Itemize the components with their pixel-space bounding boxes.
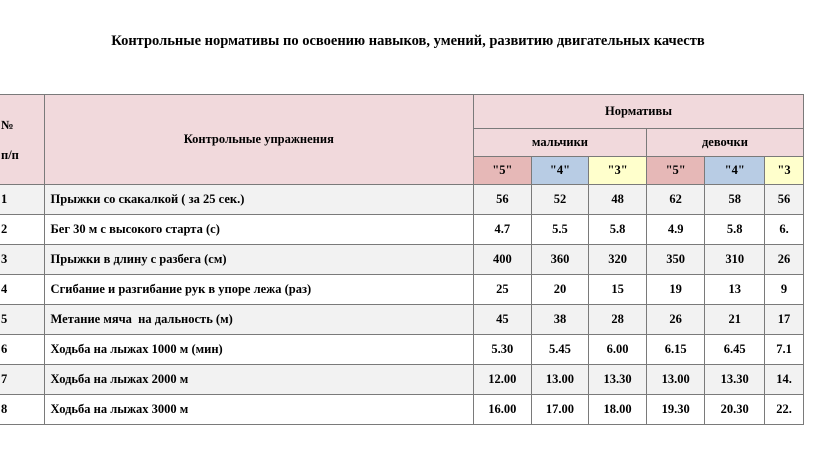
value-cell: 400 xyxy=(474,245,532,275)
grade-3-girls: "3 xyxy=(765,157,804,185)
value-cell: 17.00 xyxy=(531,395,589,425)
header-girls: девочки xyxy=(646,129,803,157)
exercise-name: Метание мяча на дальность (м) xyxy=(44,305,473,335)
value-cell: 6.15 xyxy=(646,335,705,365)
value-cell: 350 xyxy=(646,245,705,275)
value-cell: 13 xyxy=(705,275,765,305)
table-row xyxy=(0,335,804,365)
header-exercise: Контрольные упражнения xyxy=(44,95,473,185)
grade-4-boys: "4" xyxy=(531,157,589,185)
value-cell: 48 xyxy=(589,185,647,215)
row-number: 7 xyxy=(0,365,44,395)
exercise-name: Сгибание и разгибание рук в упоре лежа (раз) xyxy=(44,275,473,305)
table-row xyxy=(0,215,804,245)
value-cell: 26 xyxy=(765,245,804,275)
exercise-name: Прыжки со скакалкой ( за 25 сек.) xyxy=(44,185,473,215)
norms-table xyxy=(0,94,804,425)
value-cell: 25 xyxy=(474,275,532,305)
value-cell: 12.00 xyxy=(474,365,532,395)
table-row xyxy=(0,365,804,395)
value-cell: 13.00 xyxy=(531,365,589,395)
exercise-name: Ходьба на лыжах 1000 м (мин) xyxy=(44,335,473,365)
value-cell: 9 xyxy=(765,275,804,305)
value-cell: 4.9 xyxy=(646,215,705,245)
value-cell: 6.45 xyxy=(705,335,765,365)
value-cell: 21 xyxy=(705,305,765,335)
value-cell: 6.00 xyxy=(589,335,647,365)
value-cell: 17 xyxy=(765,305,804,335)
value-cell: 5.45 xyxy=(531,335,589,365)
value-cell: 7.1 xyxy=(765,335,804,365)
value-cell: 5.30 xyxy=(474,335,532,365)
value-cell: 20 xyxy=(531,275,589,305)
row-number: 5 xyxy=(0,305,44,335)
page-title: Контрольные нормативы по освоению навыков, умений, развитию двигательных качеств xyxy=(111,33,705,49)
row-number: 3 xyxy=(0,245,44,275)
value-cell: 360 xyxy=(531,245,589,275)
table-row xyxy=(0,245,804,275)
value-cell: 15 xyxy=(589,275,647,305)
header-num: № п/п xyxy=(0,95,44,185)
value-cell: 13.30 xyxy=(705,365,765,395)
exercise-name: Ходьба на лыжах 3000 м xyxy=(44,395,473,425)
value-cell: 4.7 xyxy=(474,215,532,245)
value-cell: 22. xyxy=(765,395,804,425)
value-cell: 320 xyxy=(589,245,647,275)
exercise-name: Бег 30 м с высокого старта (с) xyxy=(44,215,473,245)
grade-4-girls: "4" xyxy=(705,157,765,185)
value-cell: 19.30 xyxy=(646,395,705,425)
table-row xyxy=(0,185,804,215)
value-cell: 6. xyxy=(765,215,804,245)
value-cell: 58 xyxy=(705,185,765,215)
value-cell: 28 xyxy=(589,305,647,335)
value-cell: 52 xyxy=(531,185,589,215)
value-cell: 56 xyxy=(474,185,532,215)
value-cell: 38 xyxy=(531,305,589,335)
value-cell: 5.8 xyxy=(589,215,647,245)
grade-5-girls: "5" xyxy=(646,157,705,185)
header-boys: мальчики xyxy=(474,129,647,157)
value-cell: 26 xyxy=(646,305,705,335)
table-row xyxy=(0,305,804,335)
value-cell: 19 xyxy=(646,275,705,305)
row-number: 4 xyxy=(0,275,44,305)
grade-5-boys: "5" xyxy=(474,157,532,185)
value-cell: 18.00 xyxy=(589,395,647,425)
value-cell: 13.00 xyxy=(646,365,705,395)
exercise-name: Ходьба на лыжах 2000 м xyxy=(44,365,473,395)
value-cell: 13.30 xyxy=(589,365,647,395)
header-norms: Нормативы xyxy=(474,95,804,129)
value-cell: 56 xyxy=(765,185,804,215)
value-cell: 16.00 xyxy=(474,395,532,425)
value-cell: 20.30 xyxy=(705,395,765,425)
value-cell: 310 xyxy=(705,245,765,275)
value-cell: 14. xyxy=(765,365,804,395)
row-number: 6 xyxy=(0,335,44,365)
row-number: 8 xyxy=(0,395,44,425)
table-row xyxy=(0,395,804,425)
value-cell: 62 xyxy=(646,185,705,215)
value-cell: 5.5 xyxy=(531,215,589,245)
table-row xyxy=(0,275,804,305)
row-number: 1 xyxy=(0,185,44,215)
value-cell: 45 xyxy=(474,305,532,335)
row-number: 2 xyxy=(0,215,44,245)
exercise-name: Прыжки в длину с разбега (см) xyxy=(44,245,473,275)
grade-3-boys: "3" xyxy=(589,157,647,185)
value-cell: 5.8 xyxy=(705,215,765,245)
